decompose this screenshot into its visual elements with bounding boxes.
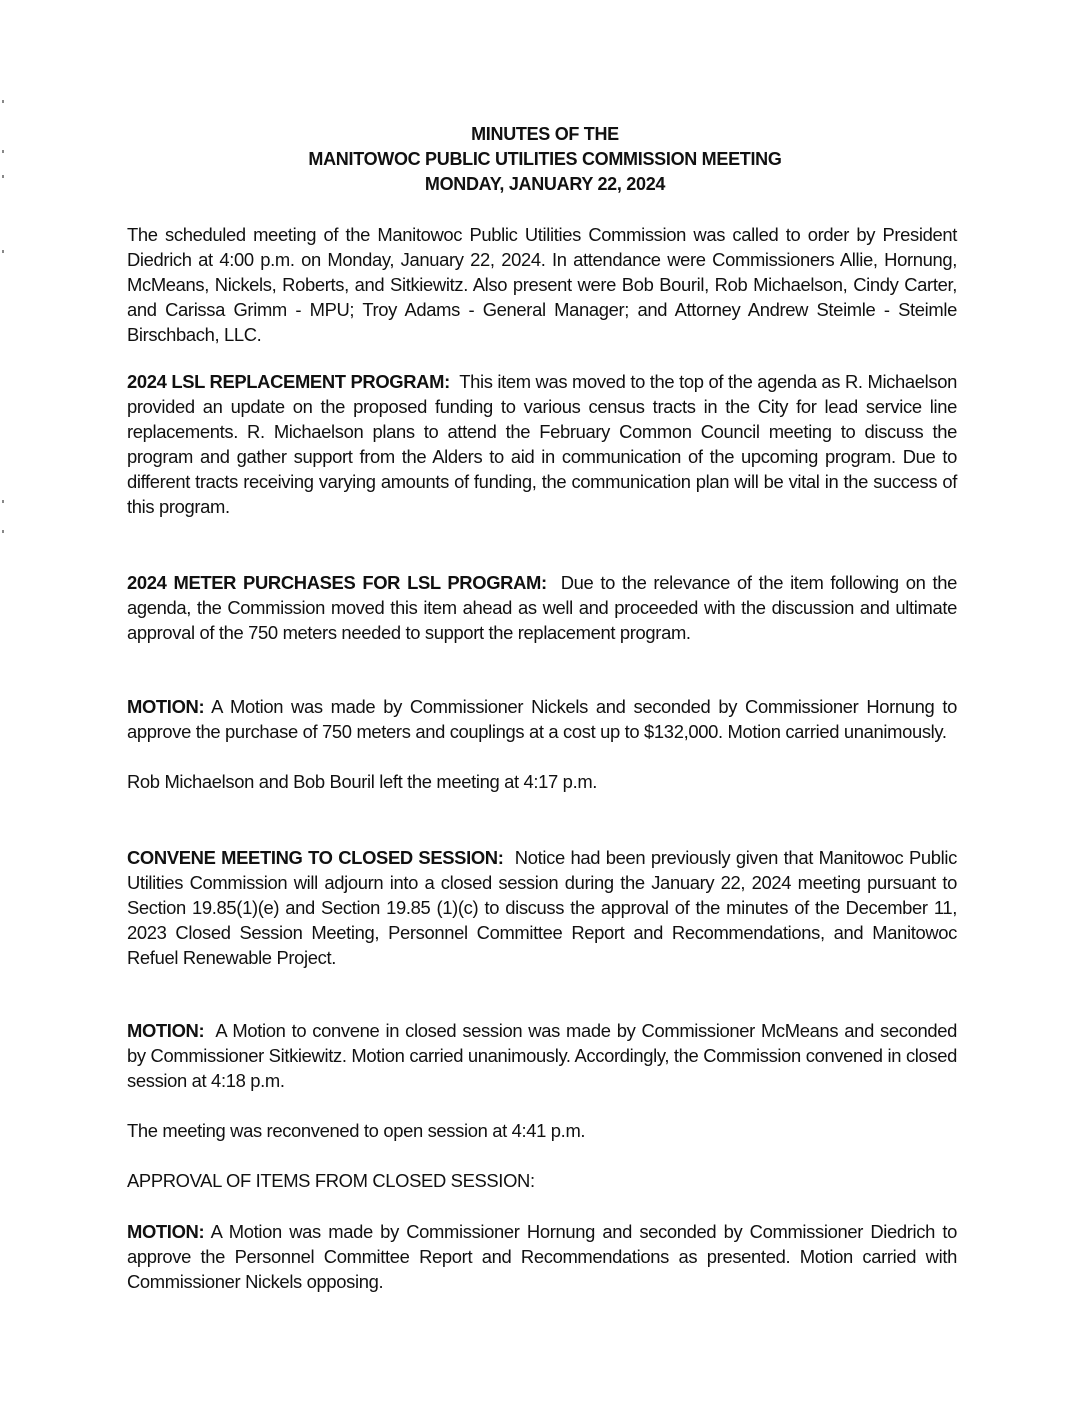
- closed-session-paragraph: [127, 845, 957, 970]
- lsl-program-paragraph: [127, 369, 957, 519]
- motion-1-paragraph: [127, 694, 957, 744]
- motion-3-heading: MOTION:: [127, 1221, 205, 1242]
- meter-purchases-heading: 2024 METER PURCHASES FOR LSL PROGRAM:: [127, 572, 547, 593]
- motion-1-heading: MOTION:: [127, 696, 205, 717]
- motion-2-paragraph: [127, 1018, 957, 1093]
- closed-session-text: Notice had been previously given that Manitowoc Public Utilities Commission will adjourn into a closed session during the January 22, 2024 meeting pursuant to Section 19.85(1)(e) and Section 19.85 (1)(c) to discuss the approval of the minutes of the December 11, 2023 Closed Session Meeting, Personnel Committee Report and Recommendations, and Manitowoc Refuel Renewable Project.: [127, 847, 957, 968]
- motion-3-text: A Motion was made by Commissioner Hornung and seconded by Commissioner Diedrich to approve the Personnel Committee Report and Recommendations as presented. Motion carried with Commissioner Nickels opposing.: [127, 1221, 957, 1292]
- motion-2-text: A Motion to convene in closed session was made by Commissioner McMeans and seconded by Commissioner Sitkiewitz. Motion carried unanimously. Accordingly, the Commission convened in closed session at 4:18 p.m.: [127, 1020, 957, 1091]
- reconvened-paragraph: The meeting was reconvened to open session at 4:41 p.m.: [127, 1120, 586, 1141]
- closed-session-heading: CONVENE MEETING TO CLOSED SESSION:: [127, 847, 504, 868]
- scan-margin-marks: [2, 90, 5, 550]
- header-line-1: MINUTES OF THE: [471, 124, 619, 144]
- meter-purchases-text: Due to the relevance of the item following on the agenda, the Commission moved this item ahead as well and proceeded with the discussion and ultimate approval of the 750 meters needed to support the replacement program.: [127, 572, 957, 643]
- left-meeting-paragraph: Rob Michaelson and Bob Bouril left the meeting at 4:17 p.m.: [127, 771, 598, 792]
- approval-heading: APPROVAL OF ITEMS FROM CLOSED SESSION:: [127, 1170, 535, 1191]
- motion-2-heading: MOTION:: [127, 1020, 205, 1041]
- header-line-2: MANITOWOC PUBLIC UTILITIES COMMISSION MEETING: [308, 149, 782, 169]
- header-line-3: MONDAY, JANUARY 22, 2024: [424, 174, 666, 194]
- motion-3-paragraph: [127, 1219, 957, 1294]
- lsl-program-heading: 2024 LSL REPLACEMENT PROGRAM:: [127, 371, 450, 392]
- document-header: [120, 122, 970, 197]
- motion-1-text: A Motion was made by Commissioner Nickels and seconded by Commissioner Hornung to approve the purchase of 750 meters and couplings at a cost up to $132,000. Motion carried unanimously.: [127, 696, 957, 742]
- meter-purchases-paragraph: [127, 570, 957, 645]
- lsl-program-text: This item was moved to the top of the agenda as R. Michaelson provided an update on the proposed funding to various census tracts in the City for lead service line replacements. R. Michaelson plans to attend the February Common Council meeting to discuss the program and gather support from the Alders to aid in communication of the upcoming program. Due to different tracts receiving varying amounts of funding, the communication plan will be vital in the success of this program.: [127, 371, 958, 517]
- intro-paragraph: The scheduled meeting of the Manitowoc Public Utilities Commission was called to order by President Diedrich at 4:00 p.m. on Monday, January 22, 2024. In attendance were Commissioners Allie, Hornung, McMeans, Nickels, Roberts, and Sitkiewitz. Also present were Bob Bouril, Rob Michaelson, Cindy Carter, and Carissa Grimm - MPU; Troy Adams - General Manager; and Attorney Andrew Steimle - Steimle Birschbach, LLC.: [127, 224, 957, 345]
